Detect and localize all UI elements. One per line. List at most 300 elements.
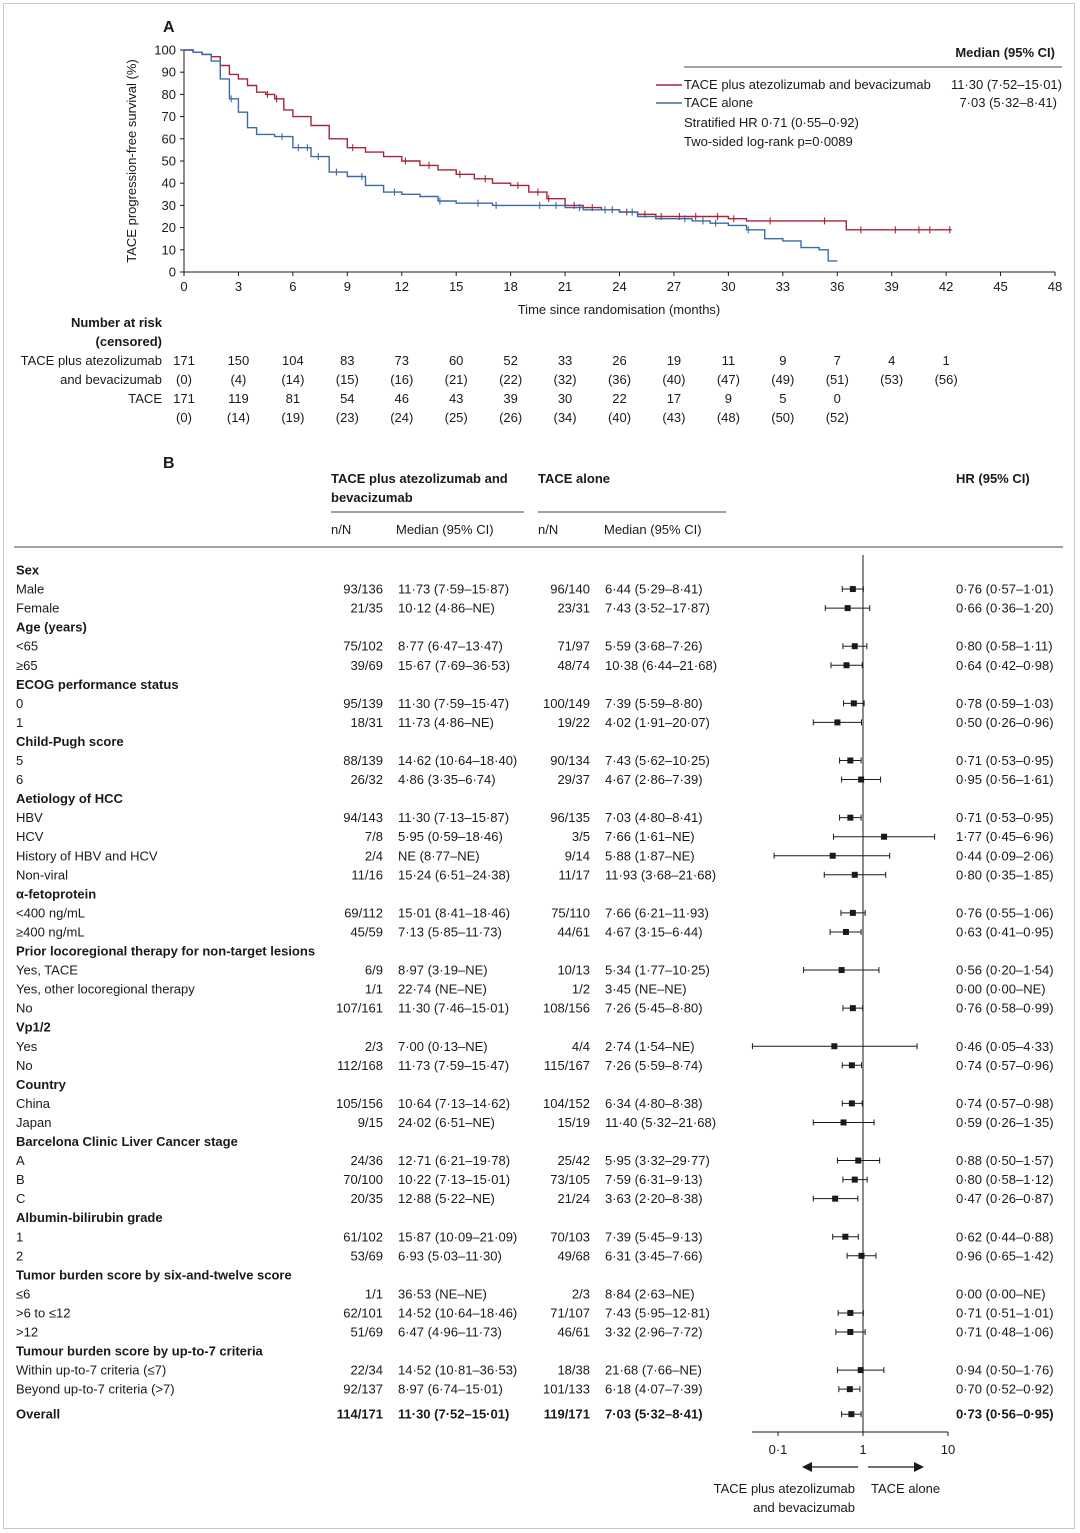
risk-table-value: 17 <box>666 391 682 406</box>
forest-arm2-median: 3·32 (2·96–7·72) <box>605 1324 703 1340</box>
forest-arm1-median: 11·30 (7·13–15·87) <box>398 810 510 826</box>
forest-subgroup-label: No <box>16 1000 33 1016</box>
forest-group-header: Barcelona Clinic Liver Cancer stage <box>16 1134 238 1149</box>
forest-arm1-median: 8·97 (3·19–NE) <box>398 962 488 978</box>
forest-arm2-median: 5·88 (1·87–NE) <box>605 848 695 864</box>
forest-arm1-median: 15·01 (8·41–18·46) <box>398 905 511 921</box>
risk-table-value: (56) <box>934 372 958 387</box>
risk-table-value: 43 <box>448 391 464 406</box>
forest-arm2-events: 100/149 <box>543 695 590 711</box>
risk-table-value: (19) <box>281 410 305 425</box>
forest-subgroup-label: HBV <box>16 810 43 826</box>
forest-arm2-events: 75/110 <box>551 905 590 921</box>
forest-arm2-events: 96/140 <box>550 581 590 597</box>
forest-hr-text: 0·78 (0·59–1·03) <box>956 695 1054 711</box>
forest-subgroup-label: ≤6 <box>16 1286 31 1302</box>
forest-subgroup-label: ≥65 <box>16 657 38 673</box>
risk-table-value: (21) <box>444 372 468 387</box>
forest-hr-text: 0·47 (0·26–0·87) <box>956 1191 1054 1207</box>
forest-arm2-median: 6·31 (3·45–7·66) <box>605 1248 703 1264</box>
forest-arm2-events: 4/4 <box>571 1038 590 1054</box>
panel-a-label: A <box>163 19 175 36</box>
forest-group-header: α-fetoprotein <box>16 886 97 902</box>
forest-point-estimate <box>834 719 840 725</box>
legend-stat-p: Two-sided log-rank p=0·0089 <box>684 134 853 149</box>
forest-hr-text: 0·71 (0·53–0·95) <box>956 810 1054 826</box>
forest-arm2-median: 7·26 (5·45–8·80) <box>605 1000 703 1016</box>
risk-table-value: (24) <box>390 410 414 425</box>
forest-arm1-median: 6·93 (5·03–11·30) <box>398 1248 502 1264</box>
forest-arm2-median: 8·84 (2·63–NE) <box>605 1286 695 1302</box>
forest-arm1-events: 107/161 <box>336 1000 383 1016</box>
forest-arm1-events: 1/1 <box>364 981 383 997</box>
forest-arm1-events: 114/171 <box>336 1406 383 1422</box>
forest-hr-text: 0·64 (0·42–0·98) <box>956 657 1054 673</box>
forest-subgroup-label: C <box>16 1191 26 1207</box>
forest-group-header: Age (years) <box>16 619 87 635</box>
forest-subgroup-label: >6 to ≤12 <box>16 1305 71 1321</box>
forest-arm1-median: 5·95 (0·59–18·46) <box>398 829 503 845</box>
forest-arm1-events: 24/36 <box>350 1153 383 1169</box>
forest-point-estimate <box>847 1329 853 1335</box>
forest-arm2-median: 2·74 (1·54–NE) <box>605 1038 695 1054</box>
forest-arm1-events: 2/4 <box>364 848 383 864</box>
forest-hr-text: 0·71 (0·53–0·95) <box>956 753 1054 768</box>
forest-header-arm1-1: TACE plus atezolizumab and <box>331 471 508 486</box>
forest-arm1-median: 11·30 (7·46–15·01) <box>398 1000 510 1016</box>
km-x-tick-label: 21 <box>557 279 573 294</box>
forest-arm2-median: 7·66 (1·61–NE) <box>605 829 695 845</box>
forest-arm1-median: 6·47 (4·96–11·73) <box>398 1324 502 1340</box>
risk-table-value: 22 <box>612 391 627 406</box>
risk-arm1-label-1: TACE plus atezolizumab <box>20 353 162 368</box>
forest-hr-text: 0·76 (0·58–0·99) <box>956 1000 1054 1016</box>
km-x-tick-label: 15 <box>448 279 464 294</box>
km-x-tick-label: 12 <box>394 279 409 294</box>
forest-arm2-events: 15/19 <box>557 1114 590 1130</box>
forest-arm1-median: 36·53 (NE–NE) <box>398 1286 487 1302</box>
forest-hr-text: 0·62 (0·44–0·88) <box>956 1229 1054 1245</box>
forest-arm1-median: 15·24 (6·51–24·38) <box>398 867 511 883</box>
forest-subgroup-label: 5 <box>16 753 24 768</box>
forest-subgroup-label: Female <box>16 600 60 616</box>
forest-arm1-median: NE (8·77–NE) <box>398 848 480 864</box>
forest-arm2-events: 108/156 <box>543 1000 590 1016</box>
forest-arm2-events: 3/5 <box>571 829 590 845</box>
forest-arm2-events: 115/167 <box>543 1057 590 1073</box>
risk-table-value: 9 <box>779 353 787 368</box>
forest-plot <box>16 555 1054 1457</box>
forest-point-estimate <box>851 700 857 706</box>
forest-hr-text: 0·71 (0·48–1·06) <box>956 1324 1054 1340</box>
forest-point-estimate <box>852 643 858 649</box>
forest-arm2-median: 4·02 (1·91–20·07) <box>605 714 710 730</box>
forest-hr-text: 0·44 (0·09–2·06) <box>956 848 1054 864</box>
km-x-tick-label: 6 <box>289 279 297 294</box>
forest-subgroup-label: 2 <box>16 1248 24 1264</box>
km-x-tick-label: 9 <box>343 279 351 294</box>
forest-header-hr: HR (95% CI) <box>956 471 1030 486</box>
risk-table-value: 19 <box>666 353 682 368</box>
forest-point-estimate <box>850 1005 856 1011</box>
forest-arm2-median: 21·68 (7·66–NE) <box>605 1362 702 1378</box>
forest-arm2-events: 29/37 <box>557 772 590 788</box>
km-y-tick-label: 30 <box>161 197 176 213</box>
forest-hr-text: 0·76 (0·55–1·06) <box>956 905 1054 921</box>
forest-subgroup-label: A <box>16 1153 25 1169</box>
risk-table-value: 171 <box>173 391 195 406</box>
forest-point-estimate <box>831 1043 837 1049</box>
km-y-tick-label: 90 <box>161 64 176 80</box>
forest-arm2-events: 90/134 <box>550 753 590 768</box>
forest-hr-text: 0·94 (0·50–1·76) <box>956 1362 1054 1378</box>
forest-hr-text: 0·66 (0·36–1·20) <box>956 600 1054 616</box>
forest-hr-text: 0·50 (0·26–0·96) <box>956 714 1054 730</box>
forest-arm2-median: 7·39 (5·45–9·13) <box>605 1229 703 1245</box>
forest-subgroup-label: Non-viral <box>16 867 69 883</box>
risk-table-value: 11 <box>721 353 736 368</box>
km-x-tick-label: 0 <box>180 279 188 294</box>
forest-arm2-events: 11/17 <box>558 867 590 883</box>
forest-arm2-median: 7·03 (5·32–8·41) <box>605 1406 703 1422</box>
forest-arm1-median: 11·73 (4·86–NE) <box>398 714 494 730</box>
risk-table-value: 46 <box>394 391 409 406</box>
risk-table-value: 54 <box>340 391 355 406</box>
km-x-tick-label: 42 <box>938 279 954 294</box>
risk-table-value: (16) <box>390 372 414 387</box>
km-x-tick-label: 30 <box>721 279 736 294</box>
risk-table-value: 104 <box>282 353 304 368</box>
forest-arm2-median: 10·38 (6·44–21·68) <box>605 657 718 673</box>
risk-table-value: (50) <box>771 410 795 425</box>
forest-point-estimate <box>844 662 850 668</box>
forest-arm1-events: 22/34 <box>350 1362 383 1378</box>
forest-arm2-median: 6·34 (4·80–8·38) <box>605 1095 703 1111</box>
forest-arm1-events: 9/15 <box>357 1114 383 1130</box>
forest-x-tick-label: 10 <box>940 1442 956 1457</box>
forest-arm1-median: 8·77 (6·47–13·47) <box>398 638 503 654</box>
forest-arm1-events: 39/69 <box>350 657 383 673</box>
forest-arm2-events: 71/97 <box>557 638 590 654</box>
km-x-tick-label: 45 <box>993 279 1008 294</box>
forest-arm1-events: 94/143 <box>343 810 383 826</box>
forest-subgroup-label: China <box>16 1095 50 1111</box>
forest-arm1-events: 6/9 <box>364 962 383 978</box>
forest-arm2-events: 70/103 <box>550 1229 590 1245</box>
risk-table-value: 33 <box>557 353 573 368</box>
risk-table-value: 119 <box>228 391 249 406</box>
forest-arm1-median: 4·86 (3·35–6·74) <box>398 772 496 788</box>
favours-right-arrowhead <box>914 1462 924 1472</box>
forest-hr-text: 0·76 (0·57–1·01) <box>956 581 1054 597</box>
panel-b-label: B <box>163 455 175 472</box>
risk-table-value: 60 <box>448 353 464 368</box>
forest-arm1-events: 61/102 <box>343 1229 383 1245</box>
forest-arm2-median: 5·95 (3·32–29·77) <box>605 1153 710 1169</box>
risk-table-value: (51) <box>825 372 849 387</box>
legend-stat-hr: Stratified HR 0·71 (0·55–0·92) <box>684 115 859 130</box>
forest-point-estimate <box>847 815 853 821</box>
km-y-tick-label: 40 <box>161 175 176 191</box>
forest-arm1-events: 45/59 <box>350 924 383 940</box>
forest-group-header: Country <box>16 1076 66 1092</box>
forest-arm1-events: 11/16 <box>351 867 383 883</box>
forest-arm2-median: 4·67 (3·15–6·44) <box>605 924 703 940</box>
forest-hr-text: 0·56 (0·20–1·54) <box>956 962 1054 978</box>
risk-table-value: 83 <box>340 353 355 368</box>
forest-arm2-median: 7·26 (5·59–8·74) <box>605 1057 703 1073</box>
forest-point-estimate <box>850 910 856 916</box>
km-y-tick-label: 0 <box>168 264 176 280</box>
risk-table-value: 4 <box>888 353 896 368</box>
forest-arm2-events: 10/13 <box>557 962 590 978</box>
forest-arm2-median: 3·45 (NE–NE) <box>605 981 687 997</box>
forest-arm2-events: 21/24 <box>557 1191 590 1207</box>
forest-arm1-events: 20/35 <box>350 1191 383 1207</box>
forest-arm1-median: 11·73 (7·59–15·87) <box>398 581 510 597</box>
forest-subgroup-label: 6 <box>16 772 24 788</box>
forest-group-header: Child-Pugh score <box>16 733 124 749</box>
forest-point-estimate <box>855 1158 861 1164</box>
forest-arm2-median: 11·93 (3·68–21·68) <box>605 867 717 883</box>
forest-arm1-median: 7·13 (5·85–11·73) <box>398 924 502 940</box>
forest-arm2-median: 3·63 (2·20–8·38) <box>605 1191 703 1207</box>
forest-arm2-median: 4·67 (2·86–7·39) <box>605 772 703 788</box>
forest-hr-text: 1·77 (0·45–6·96) <box>956 829 1054 845</box>
forest-arm2-events: 1/2 <box>571 981 590 997</box>
forest-point-estimate <box>858 1253 864 1259</box>
forest-point-estimate <box>839 967 845 973</box>
forest-subgroup-label: B <box>16 1172 25 1188</box>
km-y-tick-label: 60 <box>161 131 176 147</box>
forest-hr-text: 0·74 (0·57–0·98) <box>956 1095 1054 1111</box>
risk-table-value: (40) <box>607 410 632 425</box>
risk-table-value: (15) <box>335 372 359 387</box>
forest-arm2-median: 5·59 (3·68–7·26) <box>605 638 703 654</box>
forest-point-estimate <box>847 1386 853 1392</box>
forest-arm1-median: 14·62 (10·64–18·40) <box>398 753 518 768</box>
forest-arm1-median: 11·30 (7·52–15·01) <box>398 1406 510 1422</box>
forest-subheader-median-arm1: Median (95% CI) <box>396 522 494 537</box>
forest-arm1-events: 105/156 <box>336 1095 383 1111</box>
forest-arm1-median: 10·22 (7·13–15·01) <box>398 1172 511 1188</box>
risk-table-value: (40) <box>662 372 686 387</box>
forest-arm1-median: 14·52 (10·81–36·53) <box>398 1362 518 1378</box>
forest-group-header: Tumor burden score by six-and-twelve score <box>16 1267 292 1283</box>
forest-header-arm2: TACE alone <box>538 471 610 486</box>
forest-arm1-events: 26/32 <box>350 772 383 788</box>
forest-subgroup-label: <400 ng/mL <box>16 905 86 921</box>
forest-arm2-events: 49/68 <box>557 1248 590 1264</box>
forest-subgroup-label: >12 <box>16 1324 39 1340</box>
forest-arm2-median: 5·34 (1·77–10·25) <box>605 962 710 978</box>
risk-table-value: 7 <box>833 353 841 368</box>
forest-point-estimate <box>843 929 849 935</box>
forest-point-estimate <box>841 1119 847 1125</box>
forest-arm1-median: 7·00 (0·13–NE) <box>398 1038 488 1054</box>
forest-hr-text: 0·71 (0·51–1·01) <box>956 1305 1054 1321</box>
forest-arm1-median: 11·30 (7·59–15·47) <box>398 695 510 711</box>
km-y-tick-label: 70 <box>161 109 176 125</box>
forest-arm1-events: 88/139 <box>343 753 383 768</box>
forest-arm1-median: 15·87 (10·09–21·09) <box>398 1229 518 1245</box>
risk-table-value: 9 <box>724 391 732 406</box>
forest-arm2-events: 71/107 <box>550 1305 590 1321</box>
forest-point-estimate <box>847 1310 853 1316</box>
forest-hr-text: 0·70 (0·52–0·92) <box>956 1381 1054 1397</box>
forest-arm1-median: 10·64 (7·13–14·62) <box>398 1095 511 1111</box>
forest-arm2-events: 46/61 <box>557 1324 590 1340</box>
legend-median-arm1: 11·30 (7·52–15·01) <box>950 77 1062 92</box>
forest-subgroup-label: Male <box>16 581 45 597</box>
forest-arm1-median: 12·71 (6·21–19·78) <box>398 1153 511 1169</box>
forest-point-estimate <box>849 1100 855 1106</box>
km-x-tick-label: 24 <box>612 279 627 294</box>
forest-arm1-median: 14·52 (10·64–18·46) <box>398 1305 518 1321</box>
forest-arm1-events: 7/8 <box>364 829 383 845</box>
forest-arm2-events: 19/22 <box>557 714 590 730</box>
forest-arm1-events: 18/31 <box>350 714 383 730</box>
forest-arm2-events: 104/152 <box>543 1095 590 1111</box>
forest-arm2-events: 48/74 <box>557 657 590 673</box>
risk-arm1-label-2: and bevacizumab <box>60 372 162 387</box>
forest-hr-text: 0·80 (0·58–1·12) <box>956 1172 1054 1188</box>
forest-subheader-nN-arm2: n/N <box>538 522 559 537</box>
forest-subgroup-label: Japan <box>16 1114 52 1130</box>
risk-table-value: 5 <box>779 391 787 406</box>
forest-point-estimate <box>849 1062 855 1068</box>
forest-point-estimate <box>848 1411 854 1417</box>
forest-point-estimate <box>881 834 887 840</box>
km-x-tick-label: 18 <box>503 279 518 294</box>
risk-table-value: (22) <box>499 372 523 387</box>
km-y-tick-label: 80 <box>161 86 176 102</box>
legend-entry-arm1: TACE plus atezolizumab and bevacizumab <box>684 77 931 92</box>
forest-arm1-events: 51/69 <box>350 1324 383 1340</box>
forest-arm2-events: 9/14 <box>564 848 590 864</box>
risk-table-value: 39 <box>503 391 518 406</box>
forest-point-estimate <box>850 586 856 592</box>
risk-table-value: 81 <box>285 391 301 406</box>
forest-x-tick-label: 1 <box>859 1442 867 1457</box>
risk-table-value: (25) <box>444 410 468 425</box>
forest-subheader-nN-arm1: n/N <box>331 522 352 537</box>
forest-point-estimate <box>830 853 836 859</box>
km-x-tick-label: 36 <box>830 279 845 294</box>
risk-table-value: (53) <box>880 372 904 387</box>
favours-right-label: TACE alone <box>871 1481 941 1496</box>
forest-arm2-median: 7·43 (5·95–12·81) <box>605 1305 710 1321</box>
km-y-tick-label: 10 <box>161 242 176 258</box>
forest-group-header: Albumin-bilirubin grade <box>16 1210 163 1226</box>
forest-header-arm1-2: bevacizumab <box>331 490 413 505</box>
favours-left-label-2: and bevacizumab <box>753 1500 855 1515</box>
forest-arm2-median: 6·44 (5·29–8·41) <box>605 581 703 597</box>
forest-arm1-median: 24·02 (6·51–NE) <box>398 1114 495 1130</box>
risk-table-subtitle: (censored) <box>95 334 162 349</box>
forest-subgroup-label: HCV <box>16 829 44 845</box>
km-x-tick-label: 39 <box>884 279 899 294</box>
forest-hr-text: 0·88 (0·50–1·57) <box>956 1153 1054 1169</box>
forest-arm2-median: 7·03 (4·80–8·41) <box>605 810 703 826</box>
forest-hr-text: 0·73 (0·56–0·95) <box>956 1406 1054 1422</box>
forest-point-estimate <box>852 872 858 878</box>
forest-arm1-events: 95/139 <box>343 695 383 711</box>
forest-arm1-events: 92/137 <box>343 1381 383 1397</box>
forest-hr-text: 0·63 (0·41–0·95) <box>956 924 1054 940</box>
forest-subgroup-label: Yes, other locoregional therapy <box>16 981 195 997</box>
forest-arm2-events: 101/133 <box>543 1381 590 1397</box>
forest-arm1-median: 8·97 (6·74–15·01) <box>398 1381 503 1397</box>
risk-arm2-label: TACE <box>128 391 162 406</box>
forest-group-header: Aetiology of HCC <box>16 791 123 807</box>
forest-point-estimate <box>852 1177 858 1183</box>
forest-subgroup-label: ≥400 ng/mL <box>16 924 85 940</box>
forest-arm2-events: 23/31 <box>557 600 590 616</box>
forest-subgroup-label: No <box>16 1057 33 1073</box>
risk-table-value: (4) <box>230 372 247 387</box>
risk-table-value: (43) <box>662 410 686 425</box>
forest-arm1-median: 10·12 (4·86–NE) <box>398 600 495 616</box>
forest-arm1-median: 12·88 (5·22–NE) <box>398 1191 495 1207</box>
forest-hr-text: 0·46 (0·05–4·33) <box>956 1038 1054 1054</box>
forest-arm2-median: 7·66 (6·21–11·93) <box>605 905 709 921</box>
favours-left-label-1: TACE plus atezolizumab <box>713 1481 855 1496</box>
risk-table-value: 30 <box>557 391 573 406</box>
forest-subgroup-label: 1 <box>16 1229 24 1245</box>
risk-table-value: (23) <box>335 410 359 425</box>
forest-arm1-events: 70/100 <box>343 1172 383 1188</box>
forest-subgroup-label: Within up-to-7 criteria (≤7) <box>16 1362 167 1378</box>
forest-group-header: ECOG performance status <box>16 676 179 692</box>
forest-arm1-median: 15·67 (7·69–36·53) <box>398 657 511 673</box>
km-x-tick-label: 27 <box>666 279 682 294</box>
risk-table-title: Number at risk <box>70 315 162 330</box>
forest-arm1-events: 69/112 <box>344 905 383 921</box>
forest-arm2-events: 18/38 <box>557 1362 590 1378</box>
km-x-axis-label: Time since randomisation (months) <box>517 302 721 317</box>
forest-hr-text: 0·80 (0·35–1·85) <box>956 867 1054 883</box>
forest-subgroup-label: 1 <box>16 714 24 730</box>
km-y-tick-label: 100 <box>154 42 176 58</box>
forest-overall-label: Overall <box>16 1406 61 1422</box>
km-y-axis-label: TACE progression-free survival (%) <box>124 59 139 263</box>
forest-arm2-events: 96/135 <box>550 810 590 826</box>
risk-table-value: 52 <box>503 353 518 368</box>
risk-table-value: 26 <box>612 353 627 368</box>
risk-table-value: (32) <box>553 372 577 387</box>
risk-table-value: (34) <box>553 410 577 425</box>
forest-arm1-events: 53/69 <box>350 1248 383 1264</box>
forest-group-header: Tumour burden score by up-to-7 criteria <box>16 1343 263 1359</box>
km-x-tick-label: 48 <box>1047 279 1063 294</box>
forest-group-header: Sex <box>16 562 40 578</box>
forest-hr-text: 0·95 (0·56–1·61) <box>956 772 1054 788</box>
favours-left-arrowhead <box>802 1462 812 1472</box>
risk-table-value: (36) <box>607 372 632 387</box>
risk-table-value: (47) <box>716 372 740 387</box>
forest-subgroup-label: History of HBV and HCV <box>16 848 158 864</box>
risk-table <box>173 353 958 425</box>
forest-arm1-events: 75/102 <box>343 638 383 654</box>
forest-arm1-median: 11·73 (7·59–15·47) <box>398 1057 510 1073</box>
forest-subgroup-label: Yes <box>16 1038 38 1054</box>
forest-arm2-events: 2/3 <box>571 1286 590 1302</box>
forest-subheader-median-arm2: Median (95% CI) <box>604 522 702 537</box>
forest-group-header: Vp1/2 <box>16 1019 51 1035</box>
km-x-tick-label: 33 <box>775 279 791 294</box>
risk-table-value: 171 <box>173 353 195 368</box>
